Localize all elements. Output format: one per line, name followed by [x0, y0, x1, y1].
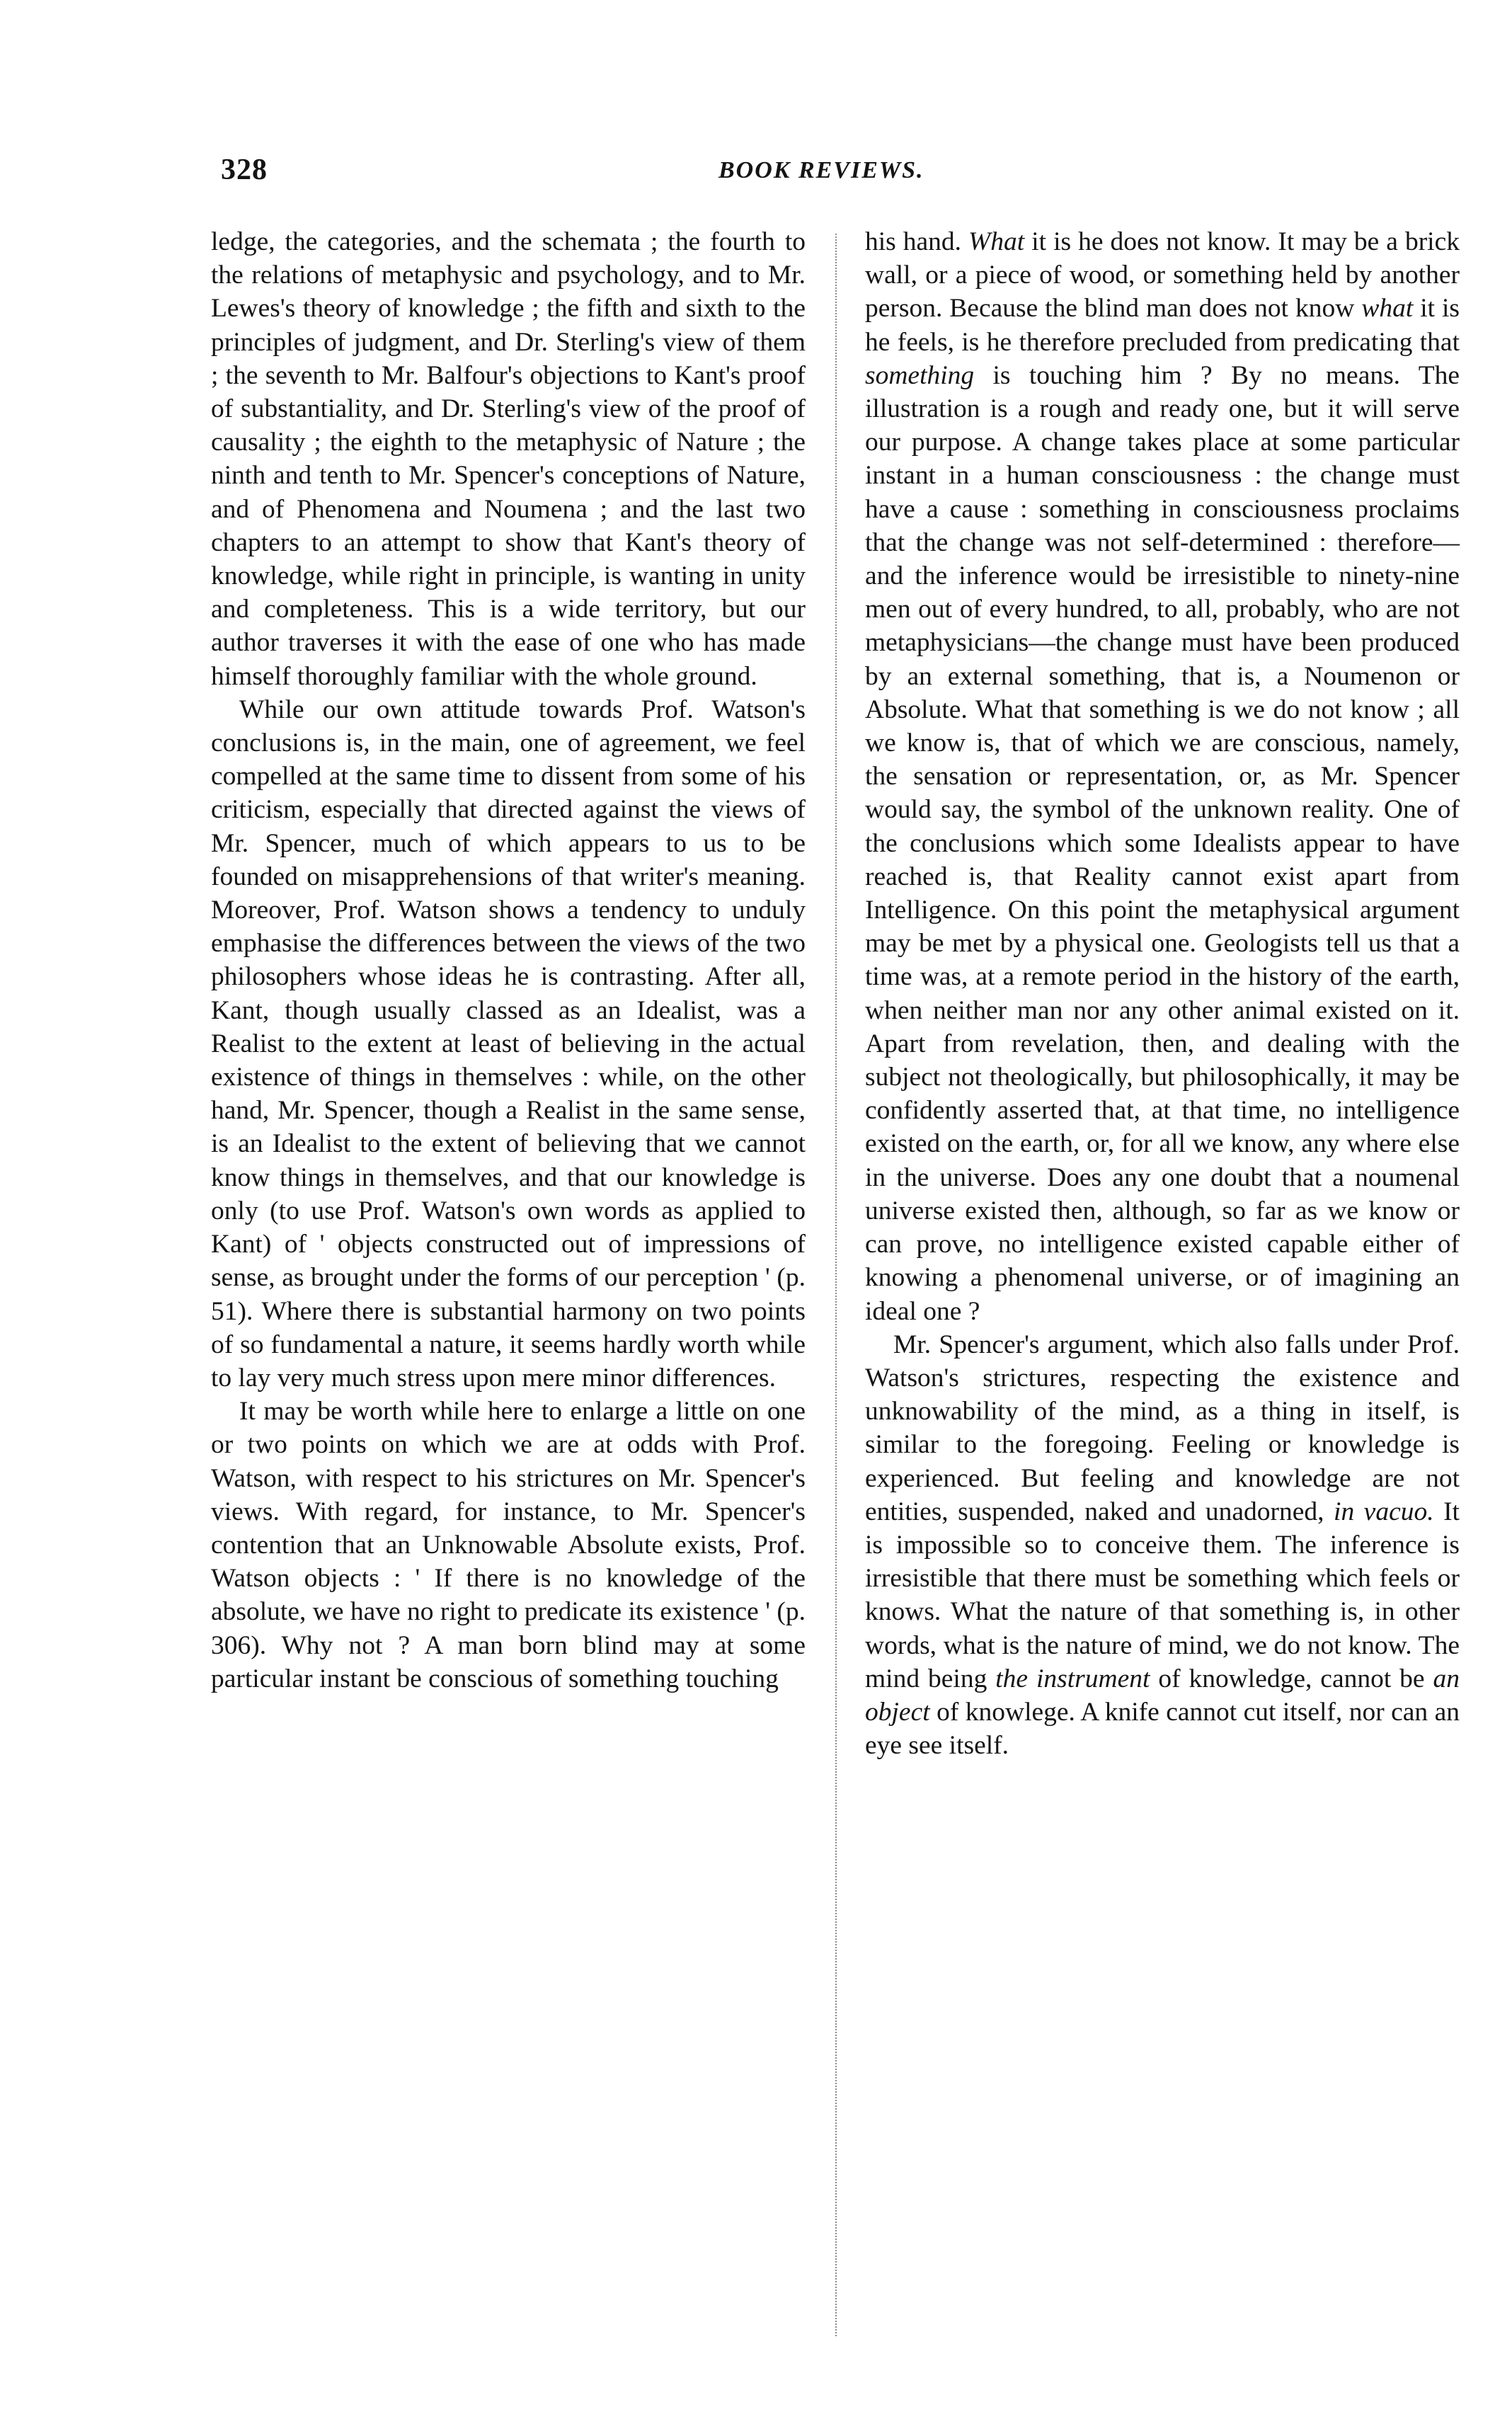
right-paragraph-2: [865, 1328, 1460, 1763]
italic-run: the instrument: [995, 1664, 1150, 1693]
text-run: It is impossible so to conceive them. The inference is irresistible that there must be something which feels or knows. What the nature of that something is, in other words, what is the nature of mind, we do not know. The mind being: [865, 1497, 1460, 1693]
text-run: of knowledge, cannot be: [1150, 1664, 1433, 1693]
italic-run: what: [1361, 294, 1414, 324]
left-paragraph-1: ledge, the categories, and the schemata ; the fourth to the relations of metaphysic and psychology, and to Mr. Lewes's theory of knowledge ; the fifth and sixth to the principles of judgment, and Dr. Sterling's view of them ; the seventh to Mr. Balfour's objections to Kant's proof of substantiality, and Dr. Sterling's view of the proof of causality ; the eighth to the metaphysic of Nature ; the ninth and tenth to Mr. Spencer's conceptions of Nature, and of Phenomena and Noumena ; and the last two chapters to an attempt to show that Kant's theory of knowledge, while right in principle, is wanting in unity and completeness. This is a wide territory, but our author traverses it with the ease of one who has made himself thoroughly familiar with the whole ground.: [211, 227, 806, 691]
text-run: his hand.: [865, 227, 969, 256]
left-column: [211, 225, 806, 1696]
column-divider: [835, 234, 837, 2336]
running-head: BOOK REVIEWS.: [718, 157, 924, 183]
text-run: Mr. Spencer's argument, which also falls under Prof. Watson's strictures, respecting the existence and unknowability of the mind, as a thing in itself, is similar to the foregoing. Feeling or knowledge is experienced. But feeling and knowledge are not entities, suspended, naked and unadorned,: [865, 1330, 1460, 1526]
italic-run: What: [968, 227, 1025, 256]
text-run: it is he does not know. It may be a brick wall, or a piece of wood, or something held by another person. Because the blind man does not know: [865, 227, 1460, 324]
left-paragraph-2: While our own attitude towards Prof. Watson's conclusions is, in the main, one of agreement, we feel compelled at the same time to dissent from some of his criticism, especially that directed against the views of Mr. Spencer, much of which appears to us to be founded on misapprehensions of that writer's meaning. Moreover, Prof. Watson shows a tendency to unduly emphasise the differences between the views of the two philosophers whose ideas he is contrasting. After all, Kant, though usually classed as an Idealist, was a Realist to the extent at least of believing in the actual existence of things in themselves : while, on the other hand, Mr. Spencer, though a Realist in the same sense, is an Idealist to the extent of believing that we cannot know things in themselves, and that our knowledge is only (to use Prof. Watson's own words as applied to Kant) of ' objects constructed out of impressions of sense, as brought under the forms of our perception ' (p. 51). Where there is substantial harmony on two points of so fundamental a nature, it seems hardly worth while to lay very much stress upon mere minor differences.: [211, 694, 806, 1393]
page-number: 328: [221, 154, 268, 186]
text-run: it is he feels, is he therefore precluded from predicating that: [865, 294, 1460, 357]
text-run: is touching him ? By no means. The illustration is a rough and ready one, but it will serve our purpose. A change takes place at some particular instant in a human consciousness : the change must have a cause : something in consciousness proclaims that the change was not self-determined : therefore—and the inference would be irresistible to ninety-nine men out of every hundred, to all, probably, who are not metaphysicians—the change must have been produced by an external something, that is, a Noumenon or Absolute. What that something is we do not know ; all we know is, that of which we are conscious, namely, the sensation or representation, or, as Mr. Spencer would say, the symbol of the unknown reality. One of the conclusions which some Idealists appear to have reached is, that Reality cannot exist apart from Intelligence. On this point the metaphysical argument may be met by a physical one. Geologists tell us that a time was, at a remote period in the history of the earth, when neither man nor any other animal existed on it. Apart from revelation, then, and dealing with the subject not theologically, but philosophically, it may be confidently asserted that, at that time, no intelligence existed on the earth, or, for all we know, any where else in the universe. Does any one doubt that a noumenal universe existed then, although, so far as we know or can prove, no intelligence existed capable either of knowing a phenomenal universe, or of imagining an ideal one ?: [865, 360, 1460, 1326]
text-run: of knowlege. A knife cannot cut itself, nor can an eye see itself.: [865, 1697, 1460, 1761]
left-paragraph-3: It may be worth while here to enlarge a little on one or two points on which we are at odds with Prof. Watson, with respect to his strictures on Mr. Spencer's views. With regard, for instance, to Mr. Spencer's contention that an Unknowable Absolute exists, Prof. Watson objects : ' If there is no knowledge of the absolute, we have no right to predicate its existence ' (p. 306). Why not ? A man born blind may at some particular instant be conscious of something touching: [211, 1397, 806, 1693]
italic-run: in vacuo.: [1334, 1497, 1434, 1526]
italic-run: something: [865, 360, 975, 390]
right-column: [865, 225, 1460, 1762]
right-paragraph-1: [865, 225, 1460, 1328]
italic-run: an object: [865, 1664, 1460, 1727]
